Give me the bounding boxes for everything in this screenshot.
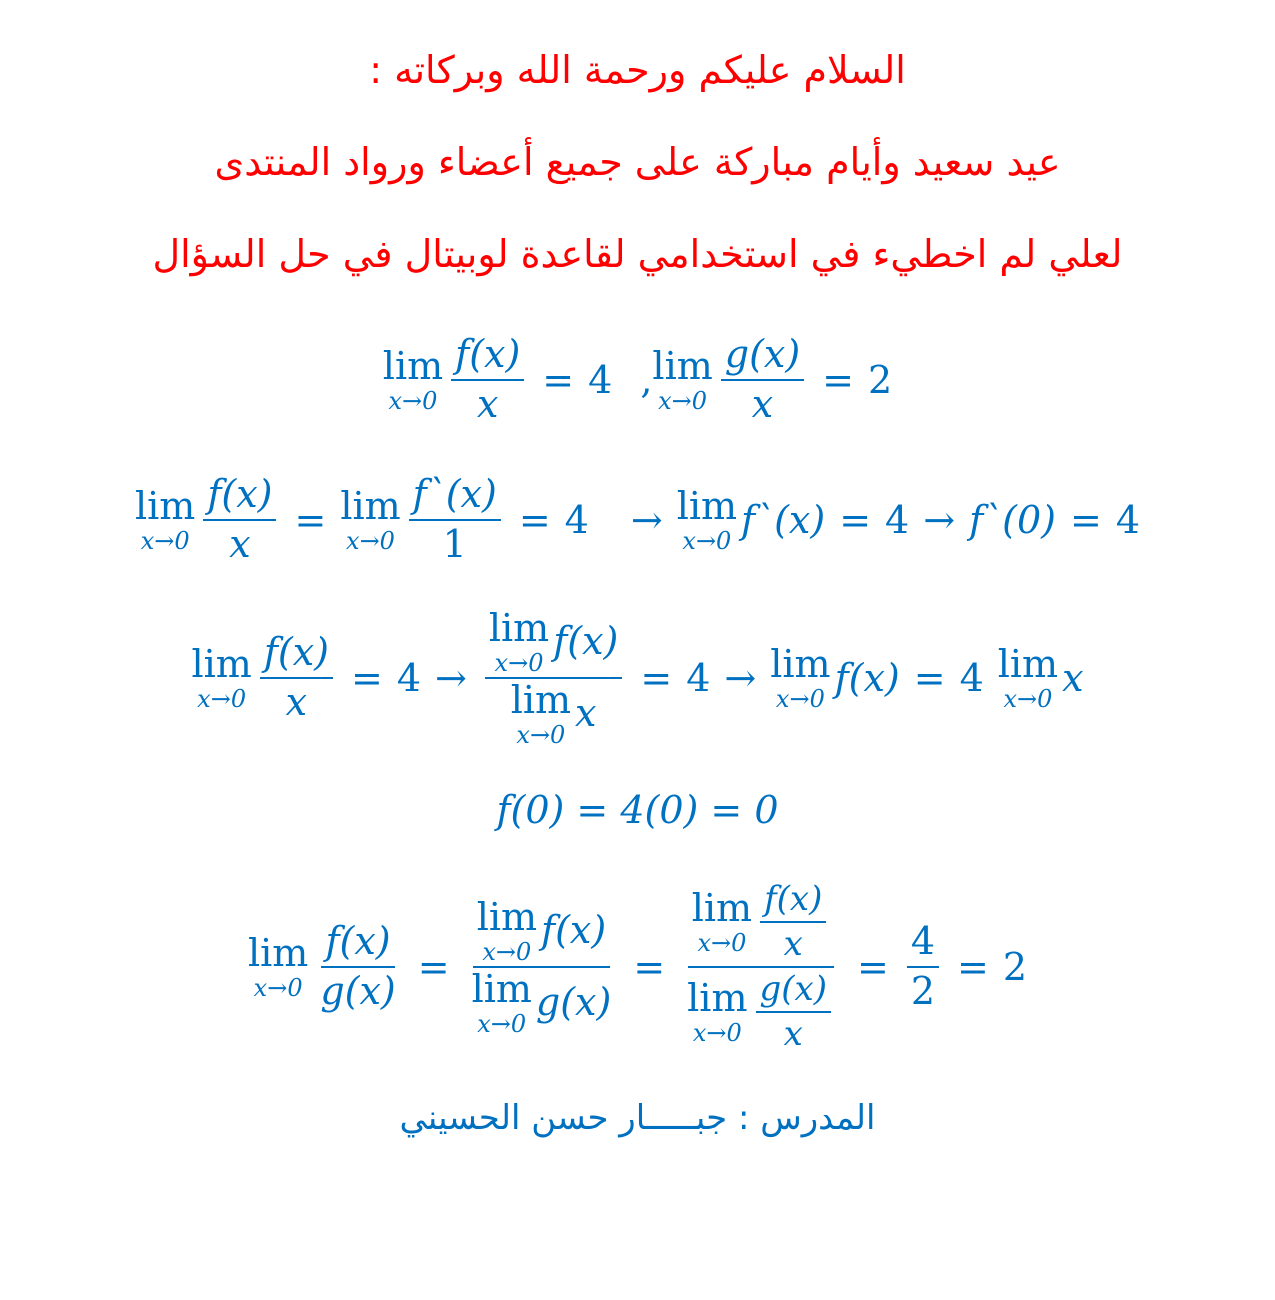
fraction: $\frac{f(x)}{x}$ (451, 333, 524, 426)
equation-lhopital-derivative: lim x→0 $\frac{f(x)}{x}$ = lim x→0 $\frac{f`(x)}{1}$ = 4 → lim x→0 f`(x) = 4 → f`(0) = 4 (134, 472, 1141, 566)
equation-final-limit: lim x→0 $\frac{f(x)}{g(x)}$ = lim x→0 f(x) lim x→0 g(x) = lim x→0 $\frac{f(x)}{x}$ lim x→0 $\frac{g(x)}{x}$ = $\frac{4}{2}$ = 2 (247, 878, 1028, 1055)
fraction: $\frac{g(x)}{x}$ (721, 333, 804, 426)
limit-operator: lim x→0 (652, 344, 713, 415)
greeting-line: السلام عليكم ورحمة الله وبركاته : (369, 48, 906, 92)
equation-limit-quotient: lim x→0 $\frac{f(x)}{x}$ = 4 → lim x→0 f(x) lim x→0 x = 4 → lim x→0 f(x) = 4 lim x→0 x (191, 606, 1084, 749)
limit-operator: lim x→0 (382, 344, 444, 415)
note-line: لعلي لم اخطيء في استخدامي لقاعدة لوبيتال في حل السؤال (152, 232, 1123, 276)
teacher-name: المدرس : جبـــــار حسن الحسيني (399, 1098, 876, 1138)
equation-given-limits: lim x→0 $\frac{f(x)}{x}$ = 4 , lim x→0 $\frac{g(x)}{x}$ = 2 (382, 332, 893, 426)
eid-wish-line: عيد سعيد وأيام مباركة على جميع أعضاء ورواد المنتدى (214, 140, 1061, 184)
equation-f-zero: f(0) = 4(0) = 0 (496, 788, 779, 832)
